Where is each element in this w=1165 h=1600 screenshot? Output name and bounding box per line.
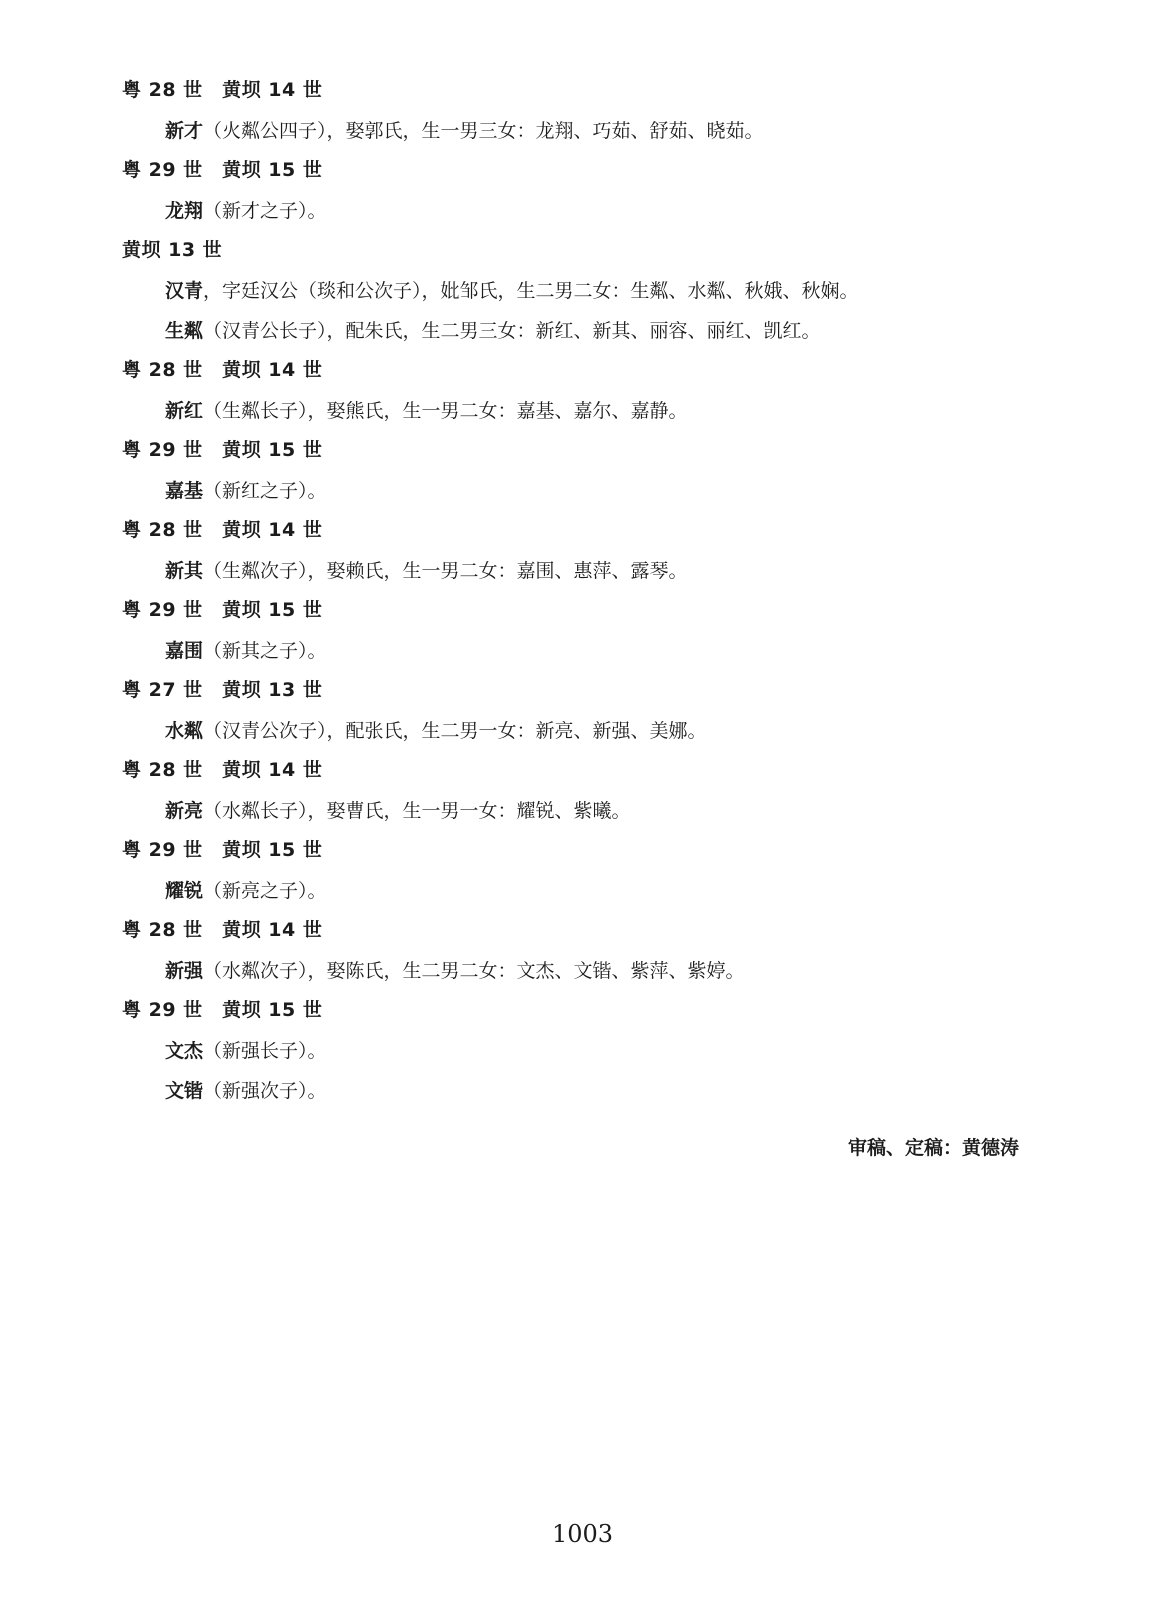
person-name: 嘉围 bbox=[165, 640, 204, 662]
person-description: （新红之子）。 bbox=[203, 480, 327, 502]
person-description: （火粼公四子），娶郭氏，生一男三女：龙翔、巧茹、舒茹、晓茹。 bbox=[203, 120, 764, 142]
person-entry bbox=[165, 632, 1065, 672]
editor-credit: 审稿、定稿：黄德涛 bbox=[848, 1137, 1020, 1159]
generation-heading: 粤 29 世 黄坝 15 世 bbox=[122, 159, 323, 181]
person-entry bbox=[165, 1032, 1065, 1072]
generation-heading: 粤 29 世 黄坝 15 世 bbox=[122, 999, 323, 1021]
person-name: 生粼 bbox=[165, 320, 204, 342]
generation-heading: 粤 27 世 黄坝 13 世 bbox=[122, 679, 323, 701]
person-description: （水粼长子），娶曹氏，生一男一女：耀锐、紫曦。 bbox=[203, 800, 631, 822]
generation-heading: 粤 28 世 黄坝 14 世 bbox=[122, 759, 323, 781]
person-description: （新亮之子）。 bbox=[203, 880, 327, 902]
person-name: 汉青 bbox=[165, 280, 204, 302]
person-name: 新其 bbox=[165, 560, 204, 582]
person-entry bbox=[165, 1072, 1065, 1112]
person-entry bbox=[165, 392, 1065, 432]
person-description: （汉青公次子），配张氏，生二男一女：新亮、新强、美娜。 bbox=[203, 720, 707, 742]
person-description: （新才之子）。 bbox=[203, 200, 327, 222]
person-name: 文锴 bbox=[165, 1080, 204, 1102]
person-description: （新强长子）。 bbox=[203, 1040, 327, 1062]
person-entry bbox=[165, 472, 1065, 512]
person-name: 文杰 bbox=[165, 1040, 204, 1062]
person-entry bbox=[165, 552, 1065, 592]
generation-heading: 粤 28 世 黄坝 14 世 bbox=[122, 359, 323, 381]
person-description: （生粼长子），娶熊氏，生一男二女：嘉基、嘉尔、嘉静。 bbox=[203, 400, 688, 422]
generation-heading: 粤 28 世 黄坝 14 世 bbox=[122, 79, 323, 101]
person-description: （新强次子）。 bbox=[203, 1080, 327, 1102]
person-entry bbox=[165, 712, 1065, 752]
person-description: （生粼次子），娶赖氏，生一男二女：嘉围、惠萍、露琴。 bbox=[203, 560, 688, 582]
generation-heading: 粤 29 世 黄坝 15 世 bbox=[122, 839, 323, 861]
generation-heading: 粤 28 世 黄坝 14 世 bbox=[122, 919, 323, 941]
person-name: 新才 bbox=[165, 120, 204, 142]
page-number: 1003 bbox=[551, 1520, 614, 1548]
person-name: 水粼 bbox=[165, 720, 204, 742]
person-entry bbox=[165, 312, 1065, 352]
person-name: 新亮 bbox=[165, 800, 204, 822]
person-description: （汉青公长子），配朱氏，生二男三女：新红、新其、丽容、丽红、凯红。 bbox=[203, 320, 821, 342]
person-name: 新红 bbox=[165, 400, 204, 422]
person-name: 嘉基 bbox=[165, 480, 204, 502]
person-name: 新强 bbox=[165, 960, 204, 982]
person-entry bbox=[165, 192, 1065, 232]
generation-heading: 粤 29 世 黄坝 15 世 bbox=[122, 599, 323, 621]
generation-heading: 粤 29 世 黄坝 15 世 bbox=[122, 439, 323, 461]
person-entry bbox=[165, 112, 1065, 152]
person-entry bbox=[165, 792, 1065, 832]
person-entry bbox=[165, 952, 1065, 992]
person-description: ，字廷汉公（琰和公次子），妣邹氏，生二男二女：生粼、水粼、秋娥、秋娴。 bbox=[203, 280, 859, 302]
person-name: 龙翔 bbox=[165, 200, 204, 222]
genealogy-entries bbox=[0, 72, 1165, 1112]
person-entry bbox=[165, 872, 1065, 912]
person-description: （水粼次子），娶陈氏，生二男二女：文杰、文锴、紫萍、紫婷。 bbox=[203, 960, 745, 982]
generation-heading: 粤 28 世 黄坝 14 世 bbox=[122, 519, 323, 541]
person-name: 耀锐 bbox=[165, 880, 204, 902]
person-description: （新其之子）。 bbox=[203, 640, 327, 662]
generation-heading: 黄坝 13 世 bbox=[122, 239, 223, 261]
person-entry bbox=[165, 272, 1065, 312]
